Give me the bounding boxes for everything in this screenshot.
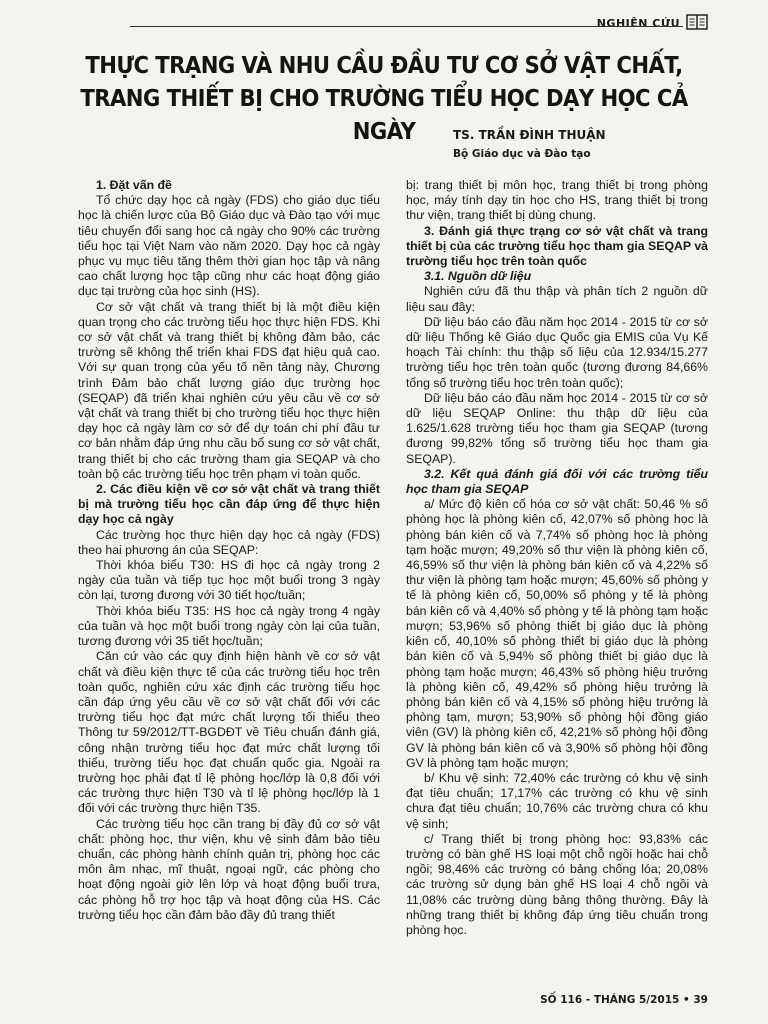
- page-footer: [540, 994, 708, 1006]
- paragraph: Các trường học thực hiện dạy học cả ngày (FDS) theo hai phương án của SEQAP:: [78, 527, 380, 557]
- paragraph: Cơ sở vật chất và trang thiết bị là một điều kiện quan trọng cho các trường tiểu học thực hiện FDS. Khi cơ sở vật chất và trang thiết bị không đảm bảo, các trường sẽ không thể triển khai FDS đạt hiệu quả cao. Với sự quan trọng của yếu tố nền tảng này, Chương trình Đảm bảo chất lượng giáo dục trường học (SEQAP) đã triển khai nghiên cứu yêu cầu về cơ sở vật chất và trang thiết bị cho trường tiểu học thực hiện dạy học cả ngày làm cơ sở để dự toán chi phí đầu tư cơ bản nhằm đáp ứng nhu cầu bổ sung cơ sở vật chất, trang thiết bị cho các trường tham gia SEQAP và cho toàn bộ các trường tiểu học trên phạm vi toàn quốc.: [78, 299, 380, 481]
- author-name: TS. TRẦN ĐÌNH THUẬN: [453, 128, 606, 142]
- paragraph: a/ Mức độ kiên cố hóa cơ sở vật chất: 50,46 % số phòng học là phòng kiên cố, 42,07% số phòng học là phòng bán kiên cố và 7,74% số phòng học là phòng tạm hoặc mượn; 49,20% số thư viện là phòng kiên cố, 46,59% số thư viện là phòng bán kiên cố và 4,22% số thư viện là phòng tạm hoặc mượn; 45,60% số phòng y tế là phòng kiên cố, 50,00% số phòng y tế là phòng bán kiên cố và 4,40% số phòng y tế là phòng tạm hoặc mượn; 53,96% số phòng thiết bị giáo dục là phòng kiên cố, 40,10% số phòng thiết bị giáo dục là phòng bán kiên cố và 5,94% số phòng thiết bị giáo dục là phòng tạm hoặc mượn; 46,43% số phòng hiệu trưởng là phòng kiên cố, 49,42% số phòng hiệu trưởng là phòng bán kiên cố và 4,15% số phòng hiệu trưởng là phòng tạm, mượn; 53,90% số phòng hội đồng giáo viên (GV) là phòng kiên cố, 42,21% số phòng hội đồng GV là phòng bán kiên cố và 3,90% số phòng hội đồng GV là phòng tạm hoặc mượn;: [406, 497, 708, 770]
- paragraph: Nghiên cứu đã thu thập và phân tích 2 nguồn dữ liệu sau đây:: [406, 284, 708, 314]
- header-divider: [130, 26, 683, 27]
- section-label: NGHIÊN CỨU: [596, 17, 680, 30]
- subsection-heading: 3.1. Nguồn dữ liệu: [424, 269, 532, 284]
- section-heading: 3. Đánh giá thực trạng cơ sở vật chất và trang thiết bị của các trường tiểu học tham gia SEQAP và trường tiểu học trên toàn quốc: [406, 223, 708, 269]
- paragraph: bị: trang thiết bị môn học, trang thiết bị trong phòng học, máy tính dạy tin học cho HS, trang thiết bị trong thư viện, trang thiết bị dùng chung.: [406, 178, 708, 223]
- paragraph: Dữ liệu báo cáo đầu năm học 2014 - 2015 từ cơ sở dữ liệu SEQAP Online: thu thập dữ liệu của 1.625/1.628 trường tiểu học tham gia SEQAP (tương đương 99,82% tổng số trường tiểu học tham gia SEQAP).: [406, 390, 708, 466]
- paragraph: Thời khóa biểu T30: HS đi học cả ngày trong 2 ngày của tuần và tiếp tục học một buổi trong 3 ngày còn lại, tương đương với 30 tiết học/tuần;: [78, 558, 380, 603]
- section-heading: 1. Đặt vấn đề: [96, 178, 172, 192]
- article-body: [78, 178, 708, 968]
- title-line-1: THỰC TRẠNG VÀ NHU CẦU ĐẦU TƯ CƠ SỞ VẬT CHẤT,: [85, 53, 683, 79]
- footer-bullet: •: [683, 994, 694, 1006]
- issue-label: SỐ 116 - THÁNG 5/2015: [540, 994, 680, 1006]
- paragraph: c/ Trang thiết bị trong phòng học: 93,83% các trường có bàn ghế HS loại một chỗ ngồi hoặc hai chỗ ngồi; 98,46% các trường có bảng chống lóa; 20,08% các trường sử dụng bàn ghế HS loại 4 chỗ ngồi và 11,08% các trường dùng bảng thông thường. Đây là những trang thiết bị không đáp ứng tiêu chuẩn trong phòng học.: [406, 831, 708, 937]
- title-line-2: TRANG THIẾT BỊ CHO TRƯỜNG TIỂU HỌC DẠY HỌC CẢ NGÀY: [80, 86, 688, 145]
- paragraph: Các trường tiểu học cần trang bị đầy đủ cơ sở vật chất: phòng học, thư viện, khu vệ sinh đảm bảo tiêu chuẩn, các phòng hành chính quản trị, phòng học các môn âm nhạc, mĩ thuật, ngoại ngữ, các phòng cho hoạt động ngoài giờ lên lớp và hoạt động buổi trưa, các phòng hỗ trợ học tập và hoạt động của HS. Các trường tiểu học cần đảm bảo đầy đủ trang thiết: [78, 816, 380, 922]
- section-header: [597, 14, 708, 33]
- paragraph: Dữ liệu báo cáo đầu năm học 2014 - 2015 từ cơ sở dữ liệu Thống kê Giáo dục Quốc gia EMIS của Vụ Kế hoạch Tài chính: thu thập số liệu của 12.934/15.277 trường tiểu học trên toàn quốc (tương đương 84,66% tổng số trường tiểu học trên toàn quốc);: [406, 314, 708, 390]
- paragraph: Thời khóa biểu T35: HS học cả ngày trong 4 ngày của tuần và học một buổi trong ngày còn lại của tuần, tương đương với 35 tiết học/tuần;: [78, 603, 380, 649]
- section-heading: 2. Các điều kiện về cơ sở vật chất và trang thiết bị mà trường tiểu học cần đáp ứng để thực hiện dạy học cả ngày: [78, 482, 380, 527]
- page-number: 39: [693, 994, 708, 1006]
- right-column: [406, 178, 708, 968]
- left-column: [78, 178, 380, 968]
- author-affiliation: Bộ Giáo dục và Đào tạo: [453, 148, 591, 160]
- paragraph: b/ Khu vệ sinh: 72,40% các trường có khu vệ sinh đạt tiêu chuẩn; 17,17% các trường có khu vệ sinh chưa đạt tiêu chuẩn; 10,76% các trường chưa có khu vệ sinh;: [406, 770, 708, 831]
- subsection-heading: 3.2. Kết quả đánh giá đối với các trường tiểu học tham gia SEQAP: [406, 466, 708, 497]
- paragraph: Căn cứ vào các quy định hiện hành về cơ sở vật chất và điều kiện thực tế của các trường tiểu học trên toàn quốc, nghiên cứu xác định các trường tiểu học cần đáp ứng yêu cầu về cơ sở vật chất đối với các trường tiểu học đạt mức chất lượng tối thiểu theo Thông tư 59/2012/TT-BGDĐT về Tiêu chuẩn đánh giá, công nhận trường tiểu học đạt mức chất lượng tối thiểu, trường tiểu học đạt chuẩn quốc gia. Ngoài ra trường học phải đạt tỉ lệ phòng học/lớp là 0,8 đối với các trường thực hiện T30 và tỉ lệ phòng học/lớp là 1 đối với các trường thực hiện T35.: [78, 649, 380, 816]
- book-icon: [686, 14, 708, 33]
- paragraph: Tổ chức dạy học cả ngày (FDS) cho giáo dục tiểu học là chiến lược của Bộ Giáo dục và Đào tạo với mục tiêu chuyển đổi sang học cả ngày cho 90% các trường tiểu học tại Việt Nam vào năm 2020. Dạy học cả ngày phục vụ mục tiêu tăng thêm thời gian học tập và nâng cao chất lượng học tập cũng như các hoạt động giáo dục tại trường của học sinh (HS).: [78, 193, 380, 299]
- author-block: [423, 128, 673, 160]
